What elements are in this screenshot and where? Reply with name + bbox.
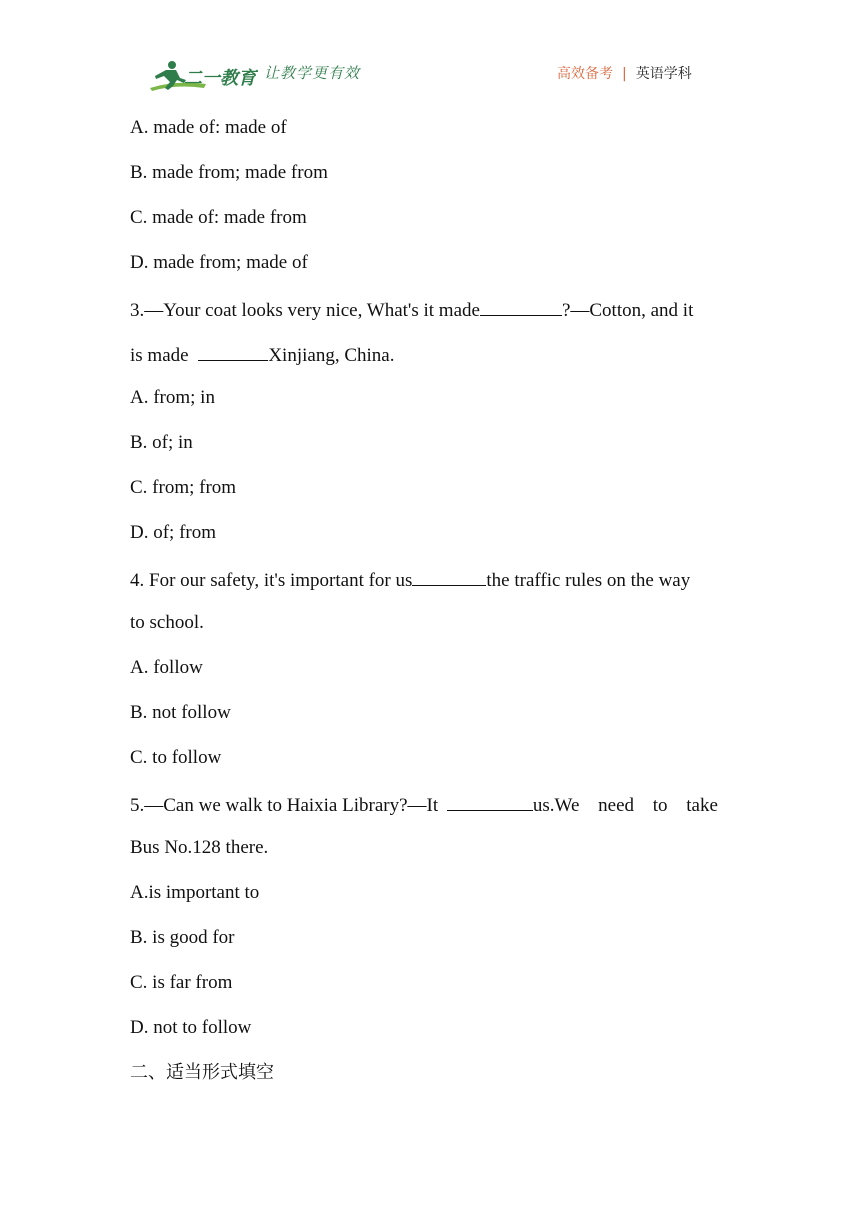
answer-blank[interactable] bbox=[447, 780, 533, 811]
option-line: C. is far from bbox=[130, 972, 233, 993]
page-header bbox=[0, 0, 860, 100]
question-text: Xinjiang, China. bbox=[268, 345, 395, 366]
header-subject: 英语学科 bbox=[635, 66, 692, 82]
header-right bbox=[557, 63, 692, 83]
question-3-line-1 bbox=[130, 285, 732, 330]
question-text: 4. For our safety, it's important for us bbox=[130, 570, 413, 591]
option-line: B. not follow bbox=[130, 702, 231, 723]
brand-logo-icon bbox=[146, 58, 258, 92]
option-line: A.is important to bbox=[130, 882, 260, 903]
answer-blank[interactable] bbox=[198, 330, 268, 361]
question-4-line-1 bbox=[130, 555, 732, 600]
question-5-line-1 bbox=[130, 780, 732, 825]
option-line: A. from; in bbox=[130, 387, 215, 408]
document-body bbox=[130, 105, 732, 1095]
option-line: D. of; from bbox=[130, 522, 217, 543]
question-text: 5.—Can we walk to Haixia Library?—It bbox=[130, 795, 443, 816]
option-line: C. made of: made from bbox=[130, 207, 307, 228]
question-text: is made bbox=[130, 345, 194, 366]
question-4-line-2: to school. bbox=[130, 612, 204, 633]
question-3-line-2 bbox=[130, 330, 732, 375]
option-line: A. made of: made of bbox=[130, 117, 287, 138]
option-line: B. is good for bbox=[130, 927, 235, 948]
option-line: D. made from; made of bbox=[130, 252, 308, 273]
option-line: A. follow bbox=[130, 657, 203, 678]
section-heading: 二、适当形式填空 bbox=[130, 1062, 274, 1083]
brand-slogan: 让教学更有效 bbox=[264, 64, 361, 82]
brand-name: 二一教育 bbox=[184, 68, 256, 89]
header-separator: | bbox=[622, 66, 627, 82]
answer-blank[interactable] bbox=[412, 555, 486, 586]
question-text: us.We need to take bbox=[532, 795, 718, 816]
question-text: the traffic rules on the way bbox=[486, 570, 691, 591]
option-line: D. not to follow bbox=[130, 1017, 252, 1038]
question-text: 3.—Your coat looks very nice, What's it made bbox=[130, 300, 480, 321]
option-line: B. of; in bbox=[130, 432, 193, 453]
option-line: B. made from; made from bbox=[130, 162, 328, 183]
question-5-line-2: Bus No.128 there. bbox=[130, 837, 269, 858]
option-line: C. from; from bbox=[130, 477, 237, 498]
answer-blank[interactable] bbox=[480, 285, 562, 316]
header-tag: 高效备考 bbox=[557, 66, 613, 82]
option-line: C. to follow bbox=[130, 747, 222, 768]
question-text: ?—Cotton, and it bbox=[561, 300, 694, 321]
